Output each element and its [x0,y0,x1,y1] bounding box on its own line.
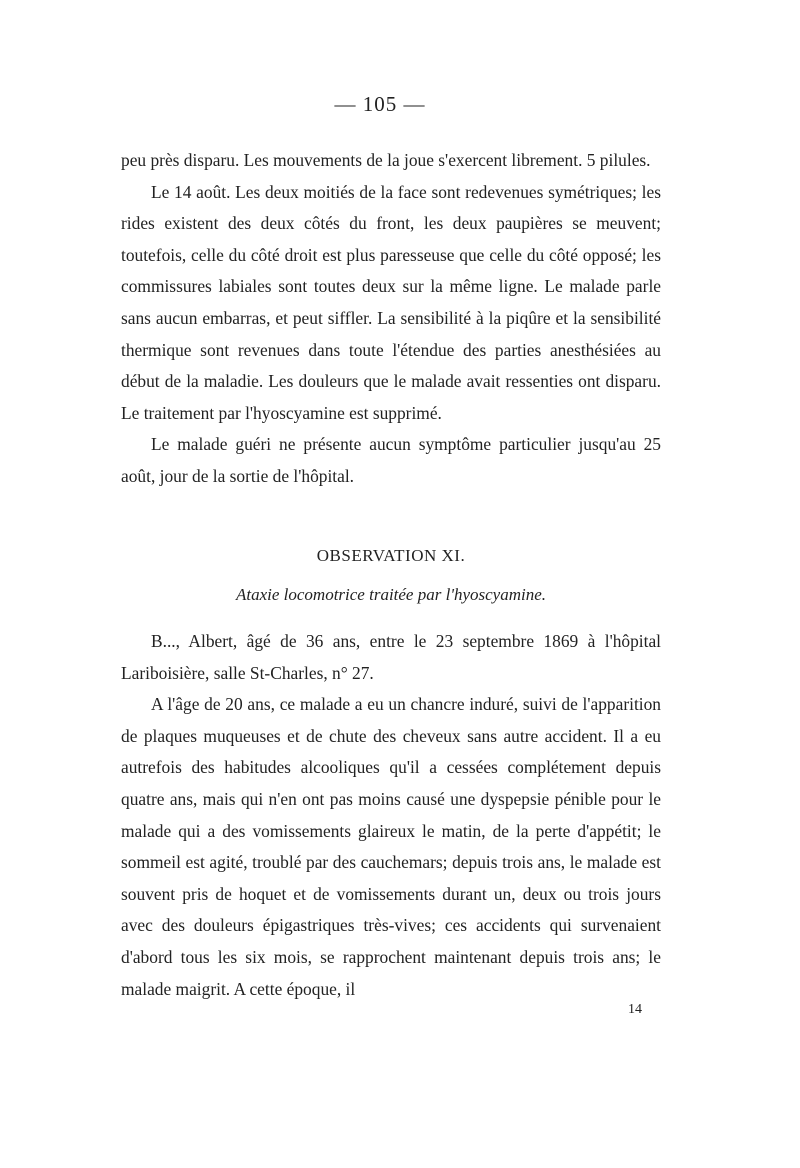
body-text-bottom [121,626,661,1005]
paragraph-patient-intro: B..., Albert, âgé de 36 ans, entre le 23 septembre 1869 à l'hôpital Lariboisière, salle St-Charles, n° 27. [121,631,661,683]
paragraph-patient-history: A l'âge de 20 ans, ce malade a eu un chancre induré, suivi de l'apparition de plaques muqueuses et de chute des cheveux sans autre accident. Il a eu autrefois des habitudes alcooliques qu'il a cessées complétement depuis quatre ans, mais qui n'en ont pas moins causé une dyspepsie pénible pour le malade qui a des vomissements glaireux le matin, de la perte d'appétit; le sommeil est agité, troublé par des cauchemars; depuis trois ans, le malade est souvent pris de hoquet et de vomissements durant un, deux ou trois jours avec des douleurs épigastriques très-vives; ces accidents qui survenaient d'abord tous les six mois, se rapprochent maintenant depuis trois ans; le malade maigrit. A cette époque, il [121,694,661,999]
section-subheading: Ataxie locomotrice traitée par l'hyoscyamine. [235,585,547,604]
signature-mark: 14 [628,1002,642,1017]
page-number: — 105 — [334,92,426,116]
paragraph-continuation: peu près disparu. Les mouvements de la joue s'exercent librement. 5 pilules. [121,150,651,170]
section-heading: OBSERVATION XI. [316,546,466,565]
paragraph-malade-gueri: Le malade guéri ne présente aucun symptôme particulier jusqu'au 25 août, jour de la sortie de l'hôpital. [121,434,661,486]
body-text-top [121,145,661,493]
paragraph-14-aout: Le 14 août. Les deux moitiés de la face sont redevenues symétriques; les rides existent des deux côtés du front, les deux paupières se meuvent; toutefois, celle du côté droit est plus paresseuse que celle du côté opposé; les commissures labiales sont toutes deux sur la même ligne. Le malade parle sans aucun embarras, et peut siffler. La sensibilité à la piqûre et la sensibilité thermique sont revenues dans toute l'étendue des parties anesthésiées au début de la maladie. Les douleurs que le malade avait ressenties ont disparu. Le traitement par l'hyoscyamine est supprimé. [121,181,661,423]
